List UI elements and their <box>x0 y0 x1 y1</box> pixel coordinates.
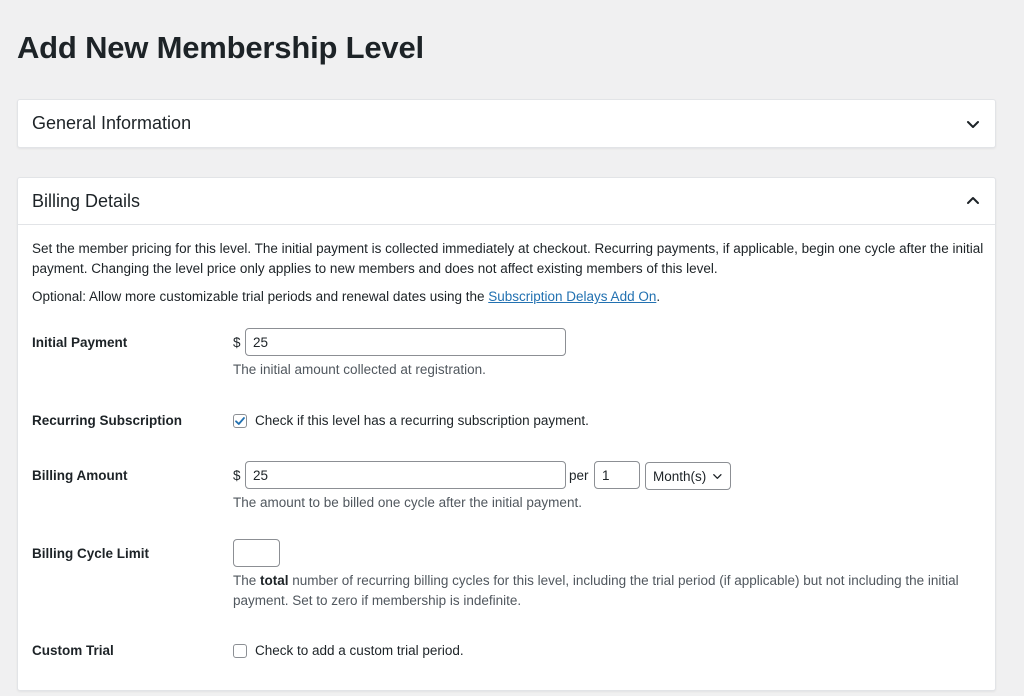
recurring-subscription-check-label: Check if this level has a recurring subscription payment. <box>255 413 589 428</box>
recurring-subscription-label: Recurring Subscription <box>32 413 183 428</box>
chevron-down-icon[interactable] <box>965 116 981 132</box>
chevron-down-icon <box>712 471 723 482</box>
cycle-help-bold: total <box>260 573 289 588</box>
page-title: Add New Membership Level <box>17 30 424 65</box>
checkmark-icon <box>234 415 246 427</box>
optional-note-suffix: . <box>656 289 661 304</box>
per-label: per <box>569 468 589 483</box>
cycle-help-suffix: number of recurring billing cycles for this level, including the trial period (if applicable) but not including the initial payment. Set to zero if membership is indefinite. <box>233 573 959 608</box>
initial-payment-label: Initial Payment <box>32 335 128 350</box>
billing-period-unit: Month(s) <box>653 468 707 484</box>
billing-details-title: Billing Details <box>32 190 141 211</box>
optional-note <box>32 287 987 307</box>
general-information-title: General Information <box>32 113 192 133</box>
subscription-delays-link[interactable]: Subscription Delays Add On <box>488 289 657 304</box>
billing-amount-help: The amount to be billed one cycle after the initial payment. <box>233 495 582 510</box>
billing-details-header[interactable] <box>18 178 995 225</box>
initial-payment-input[interactable] <box>245 328 566 356</box>
custom-trial-checkbox[interactable] <box>233 644 247 658</box>
optional-note-prefix: Optional: Allow more customizable trial periods and renewal dates using the <box>32 289 489 304</box>
initial-payment-currency: $ <box>233 335 241 350</box>
billing-description: Set the member pricing for this level. The initial payment is collected immediately at checkout. Recurring payments, if applicable, begin one cycle after the initial payment. Changing the level price only applies to new members and does not affect existing members of this level. <box>32 241 984 276</box>
billing-amount-input[interactable] <box>245 461 566 489</box>
billing-amount-label: Billing Amount <box>32 468 128 483</box>
billing-amount-currency: $ <box>233 468 241 483</box>
billing-cycle-limit-label: Billing Cycle Limit <box>32 546 150 561</box>
chevron-up-icon[interactable] <box>965 193 981 209</box>
billing-period-select[interactable] <box>645 462 731 490</box>
billing-period-input[interactable] <box>594 461 640 489</box>
billing-cycle-limit-input[interactable] <box>233 539 280 567</box>
initial-payment-help: The initial amount collected at registration. <box>233 362 486 377</box>
general-information-header[interactable] <box>18 100 995 147</box>
cycle-help-prefix: The <box>233 573 261 588</box>
billing-details-panel <box>17 177 996 691</box>
custom-trial-label: Custom Trial <box>32 643 114 658</box>
general-information-panel <box>17 99 996 148</box>
recurring-subscription-checkbox[interactable] <box>233 414 247 428</box>
custom-trial-check-label: Check to add a custom trial period. <box>255 643 464 658</box>
billing-cycle-limit-help <box>233 571 973 610</box>
